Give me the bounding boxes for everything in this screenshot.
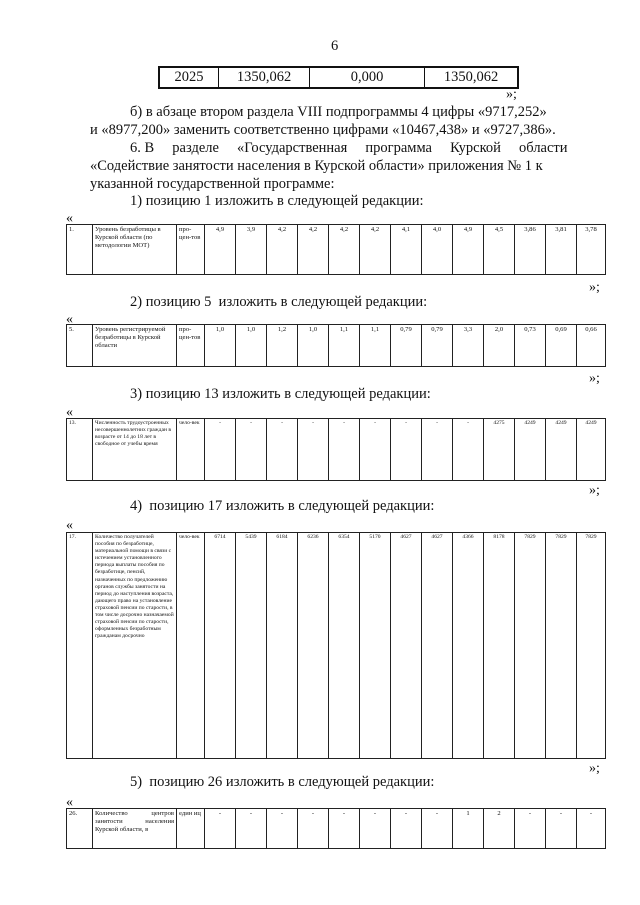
value-cell: 4,5 [484, 225, 515, 275]
close-quote: »; [589, 280, 600, 295]
close-quote: »; [589, 371, 600, 386]
value-cell: 6184 [267, 533, 298, 759]
value-cell: 8178 [484, 533, 515, 759]
value-cell: 4,2 [267, 225, 298, 275]
value-cell: 7829 [515, 533, 546, 759]
value-cell: 4249 [515, 419, 546, 481]
paragraph-b-line1: б) в абзаце втором раздела VIII подпрограммы 4 цифры «9717,252» [130, 104, 547, 120]
value-cell: 3,81 [546, 225, 577, 275]
value-cell: 7829 [577, 533, 606, 759]
open-quote: « [66, 795, 73, 810]
value-cell: 4627 [422, 533, 453, 759]
table-row [67, 809, 606, 849]
paragraph-b-line2: и «8977,200» заменить соответственно цифрами «10467,438» и «9727,386». [90, 122, 556, 138]
value-cell: 4366 [453, 533, 484, 759]
summary-table [158, 66, 519, 89]
paragraph-6-line1: 6. В разделе «Государственная программа Курской области [130, 140, 568, 156]
value-cell: - [236, 419, 267, 481]
item1-heading: 1) позицию 1 изложить в следующей редакции: [130, 193, 424, 209]
value-cell: 7829 [546, 533, 577, 759]
unit: про-цен-тов [177, 325, 205, 367]
open-quote: « [66, 518, 73, 533]
position5-table [66, 324, 606, 367]
table-row [67, 533, 606, 759]
value-cell: 1,0 [236, 325, 267, 367]
close-quote: »; [589, 483, 600, 498]
value-cell: - [577, 809, 606, 849]
item4-heading: 4) позицию 17 изложить в следующей редакции: [130, 498, 435, 514]
value-cell: 3,86 [515, 225, 546, 275]
value-cell: 4,2 [298, 225, 329, 275]
value-cell: 3,9 [236, 225, 267, 275]
unit: един иц [177, 809, 205, 849]
value-cell: - [422, 419, 453, 481]
open-quote: « [66, 405, 73, 420]
item5-heading: 5) позицию 26 изложить в следующей редакции: [130, 774, 435, 790]
value-cell: - [298, 419, 329, 481]
indicator-name: Уровень регистрируемой безработицы в Курской области [93, 325, 177, 367]
position26-table [66, 808, 606, 849]
table-row [67, 325, 606, 367]
value-cell: 0,73 [515, 325, 546, 367]
value-cell: 1,0 [205, 325, 236, 367]
value-cell: - [391, 419, 422, 481]
value-cell: 4,0 [422, 225, 453, 275]
value-cell: 1 [453, 809, 484, 849]
row-number: 1. [67, 225, 93, 275]
paragraph-6-line3: указанной государственной программе: [90, 176, 335, 192]
value-cell: 4249 [577, 419, 606, 481]
row-number: 13. [67, 419, 93, 481]
value-cell: 4,2 [329, 225, 360, 275]
value-cell: 1,0 [298, 325, 329, 367]
value-cell: 2,0 [484, 325, 515, 367]
regional-cell: 1350,062 [425, 67, 519, 88]
value-cell: 6354 [329, 533, 360, 759]
value-cell: - [360, 419, 391, 481]
unit: чело-век [177, 533, 205, 759]
value-cell: - [298, 809, 329, 849]
close-quote: »; [589, 761, 600, 776]
value-cell: 2 [484, 809, 515, 849]
value-cell: 6714 [205, 533, 236, 759]
table-row [159, 67, 518, 88]
value-cell: 4627 [391, 533, 422, 759]
value-cell: - [515, 809, 546, 849]
value-cell: 5170 [360, 533, 391, 759]
paragraph-6-line2: «Содействие занятости населения в Курской области» приложения № 1 к [90, 158, 543, 174]
value-cell: - [360, 809, 391, 849]
indicator-name: Уровень безработицы в Курской области (по методологии МОТ) [93, 225, 177, 275]
value-cell: 4,1 [391, 225, 422, 275]
value-cell: - [205, 419, 236, 481]
row-number: 26. [67, 809, 93, 849]
value-cell: 4,9 [205, 225, 236, 275]
table-row [67, 225, 606, 275]
value-cell: - [391, 809, 422, 849]
row-number: 5. [67, 325, 93, 367]
value-cell: - [329, 809, 360, 849]
value-cell: 6236 [298, 533, 329, 759]
total-cell: 1350,062 [219, 67, 310, 88]
value-cell: 4,2 [360, 225, 391, 275]
year-cell: 2025 [159, 67, 219, 88]
open-quote: « [66, 312, 73, 327]
value-cell: 1,2 [267, 325, 298, 367]
position1-table [66, 224, 606, 275]
value-cell: 3,78 [577, 225, 606, 275]
value-cell: 0,69 [546, 325, 577, 367]
unit: чело-век [177, 419, 205, 481]
indicator-name: Количество получателей пособия по безработице, материальной помощи в связи с истечением установленного периода выплаты пособия по безработице, пенсий, назначенных по предложению органов службы занятости на период до наступления возраста, дающего право на установление страховой пенсии по старости, в том числе досрочно назначаемой страховой пенсии по старости, оформленных безработным гражданам досрочно [93, 533, 177, 759]
item2-heading: 2) позицию 5 изложить в следующей редакции: [130, 294, 428, 310]
value-cell: 5439 [236, 533, 267, 759]
page-number: 6 [331, 38, 339, 54]
value-cell: - [546, 809, 577, 849]
value-cell: 0,79 [422, 325, 453, 367]
value-cell: 0,79 [391, 325, 422, 367]
close-quote: »; [506, 87, 517, 102]
federal-cell: 0,000 [310, 67, 425, 88]
value-cell: - [267, 419, 298, 481]
value-cell: 3,3 [453, 325, 484, 367]
item3-heading: 3) позицию 13 изложить в следующей редакции: [130, 386, 431, 402]
value-cell: 0,66 [577, 325, 606, 367]
open-quote: « [66, 211, 73, 226]
value-cell: - [329, 419, 360, 481]
position13-table [66, 418, 606, 481]
value-cell: - [205, 809, 236, 849]
unit: про-цен-тов [177, 225, 205, 275]
position17-table [66, 532, 606, 759]
value-cell: - [236, 809, 267, 849]
table-row [67, 419, 606, 481]
value-cell: - [267, 809, 298, 849]
value-cell: - [422, 809, 453, 849]
indicator-name: Количество центров занятости населения Курской области, в [93, 809, 177, 849]
value-cell: 4275 [484, 419, 515, 481]
value-cell: 1,1 [360, 325, 391, 367]
value-cell: - [453, 419, 484, 481]
row-number: 17. [67, 533, 93, 759]
value-cell: 1,1 [329, 325, 360, 367]
value-cell: 4249 [546, 419, 577, 481]
indicator-name: Численность трудоустроенных несовершеннолетних граждан в возрасте от 14 до 18 лет в свободное от учебы время [93, 419, 177, 481]
value-cell: 4,9 [453, 225, 484, 275]
